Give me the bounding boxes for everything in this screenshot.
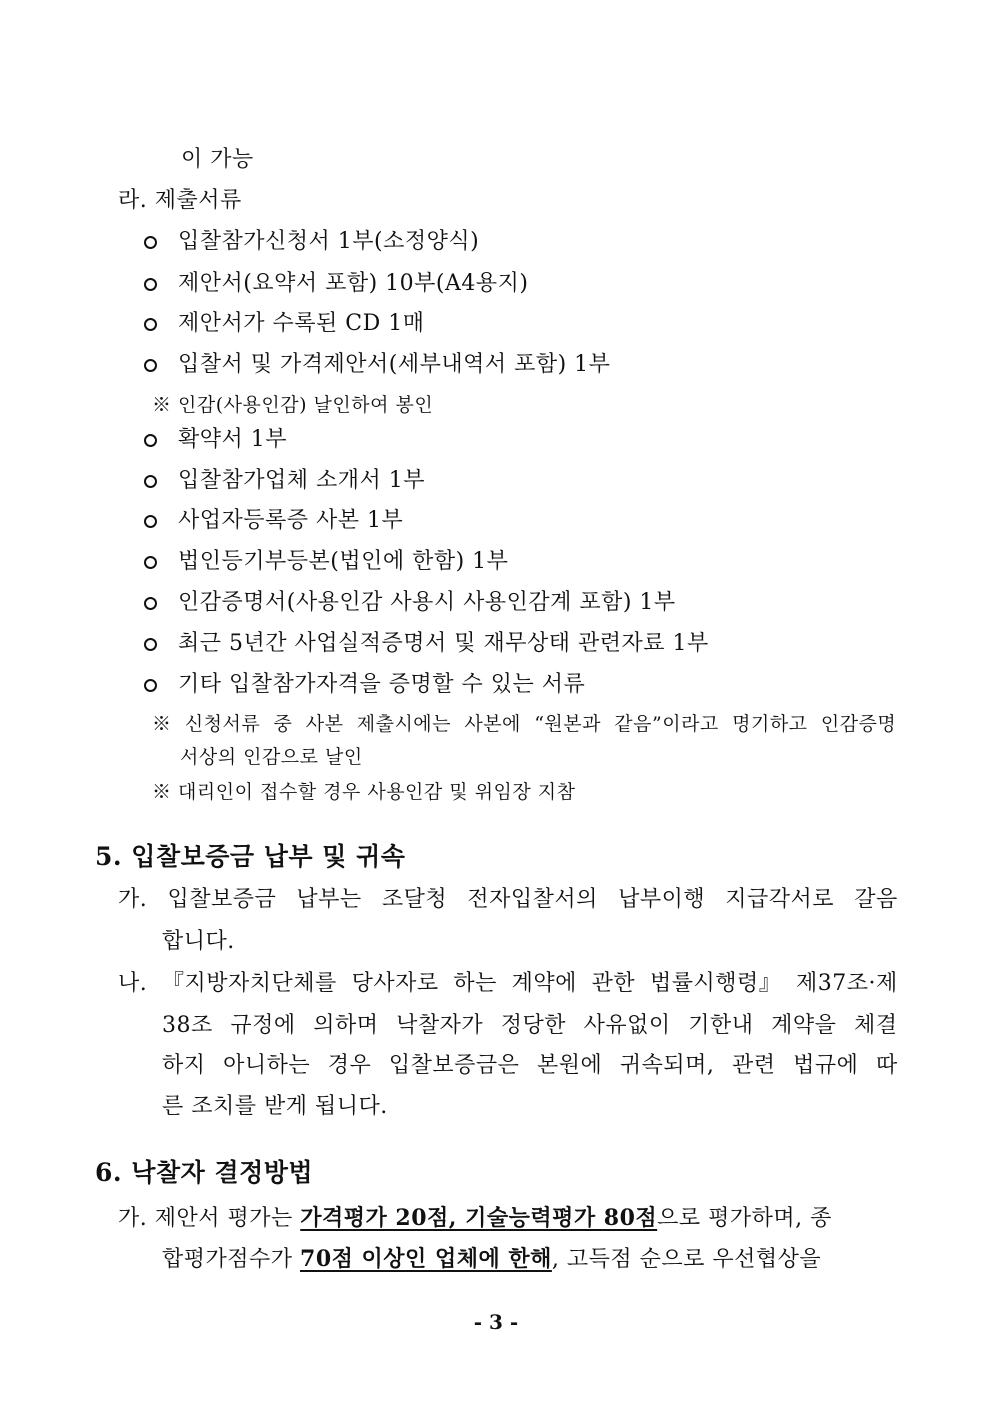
- circle-bullet-icon: [144, 278, 157, 291]
- list-item-text: 입찰서 및 가격제안서(세부내역서 포함) 1부: [178, 352, 611, 377]
- section-6-ga: [118, 1203, 832, 1234]
- section-5-heading: 5. 입찰보증금 납부 및 귀속: [95, 842, 406, 871]
- list-item-text: 제안서(요약서 포함) 10부(A4용지): [178, 271, 529, 296]
- note-copy-cont: 서상의 인감으로 날인: [180, 746, 363, 768]
- list-item-text: 최근 5년간 사업실적증명서 및 재무상태 관련자료 1부: [178, 631, 709, 656]
- circle-bullet-icon: [144, 434, 157, 447]
- list-item-text: 법인등기부등본(법인에 한함) 1부: [178, 549, 509, 574]
- list-item-text: 입찰참가신청서 1부(소정양식): [178, 229, 480, 254]
- circle-bullet-icon: [144, 679, 157, 692]
- list-item-text: 확약서 1부: [178, 427, 287, 452]
- threshold-score-emphasis: 70점 이상인 업체에 한해: [300, 1246, 552, 1272]
- circle-bullet-icon: [144, 515, 157, 528]
- circle-bullet-icon: [144, 475, 157, 488]
- section-5-na-cont: 른 조치를 받게 됩니다.: [162, 1094, 388, 1119]
- section-6-ga-cont: [162, 1244, 821, 1275]
- section-6-ga2-suffix: , 고득점 순으로 우선협상을: [551, 1247, 822, 1272]
- note-copy: ※ 신청서류 중 사본 제출시에는 사본에 “원본과 같음”이라고 명기하고 인감증명: [152, 713, 897, 735]
- section-6-ga-prefix: 가. 제안서 평가는: [118, 1206, 301, 1231]
- section-6-heading: 6. 낙찰자 결정방법: [95, 1158, 314, 1187]
- section-5-ga: 가. 입찰보증금 납부는 조달청 전자입찰서의 납부이행 지급각서로 갈음: [118, 887, 898, 912]
- section-5-ga-cont: 합니다.: [162, 929, 235, 954]
- subsection-ra-label: 라. 제출서류: [118, 188, 242, 213]
- section-5-na: 나. 『지방자치단체를 당사자로 하는 계약에 관한 법률시행령』 제37조·제: [118, 971, 898, 996]
- section-5-na-cont: 하지 아니하는 경우 입찰보증금은 본원에 귀속되며, 관련 법규에 따: [162, 1053, 898, 1078]
- circle-bullet-icon: [144, 359, 157, 372]
- page-number: - 3 -: [473, 1310, 519, 1334]
- section-6-ga2-prefix: 합평가점수가: [162, 1247, 301, 1272]
- list-item-text: 입찰참가업체 소개서 1부: [178, 468, 426, 493]
- list-item-text: 기타 입찰참가자격을 증명할 수 있는 서류: [178, 672, 586, 697]
- circle-bullet-icon: [144, 236, 157, 249]
- section-5-na-cont: 38조 규정에 의하며 낙찰자가 정당한 사유없이 기한내 계약을 체결: [162, 1013, 898, 1038]
- list-item-text: 제안서가 수록된 CD 1매: [178, 311, 425, 336]
- list-item-text: 인감증명서(사용인감 사용시 사용인감계 포함) 1부: [178, 590, 676, 615]
- price-tech-score-emphasis: 가격평가 20점, 기술능력평가 80점: [300, 1205, 658, 1231]
- note-seal: ※ 인감(사용인감) 날인하여 봉인: [152, 394, 434, 416]
- circle-bullet-icon: [144, 597, 157, 610]
- circle-bullet-icon: [144, 638, 157, 651]
- circle-bullet-icon: [144, 556, 157, 569]
- list-item-text: 사업자등록증 사본 1부: [178, 508, 404, 533]
- section-6-ga-suffix: 으로 평가하며, 종: [657, 1206, 832, 1231]
- continuation-text: 이 가능: [181, 147, 254, 172]
- circle-bullet-icon: [144, 318, 157, 331]
- note-agent: ※ 대리인이 접수할 경우 사용인감 및 위임장 지참: [152, 781, 576, 803]
